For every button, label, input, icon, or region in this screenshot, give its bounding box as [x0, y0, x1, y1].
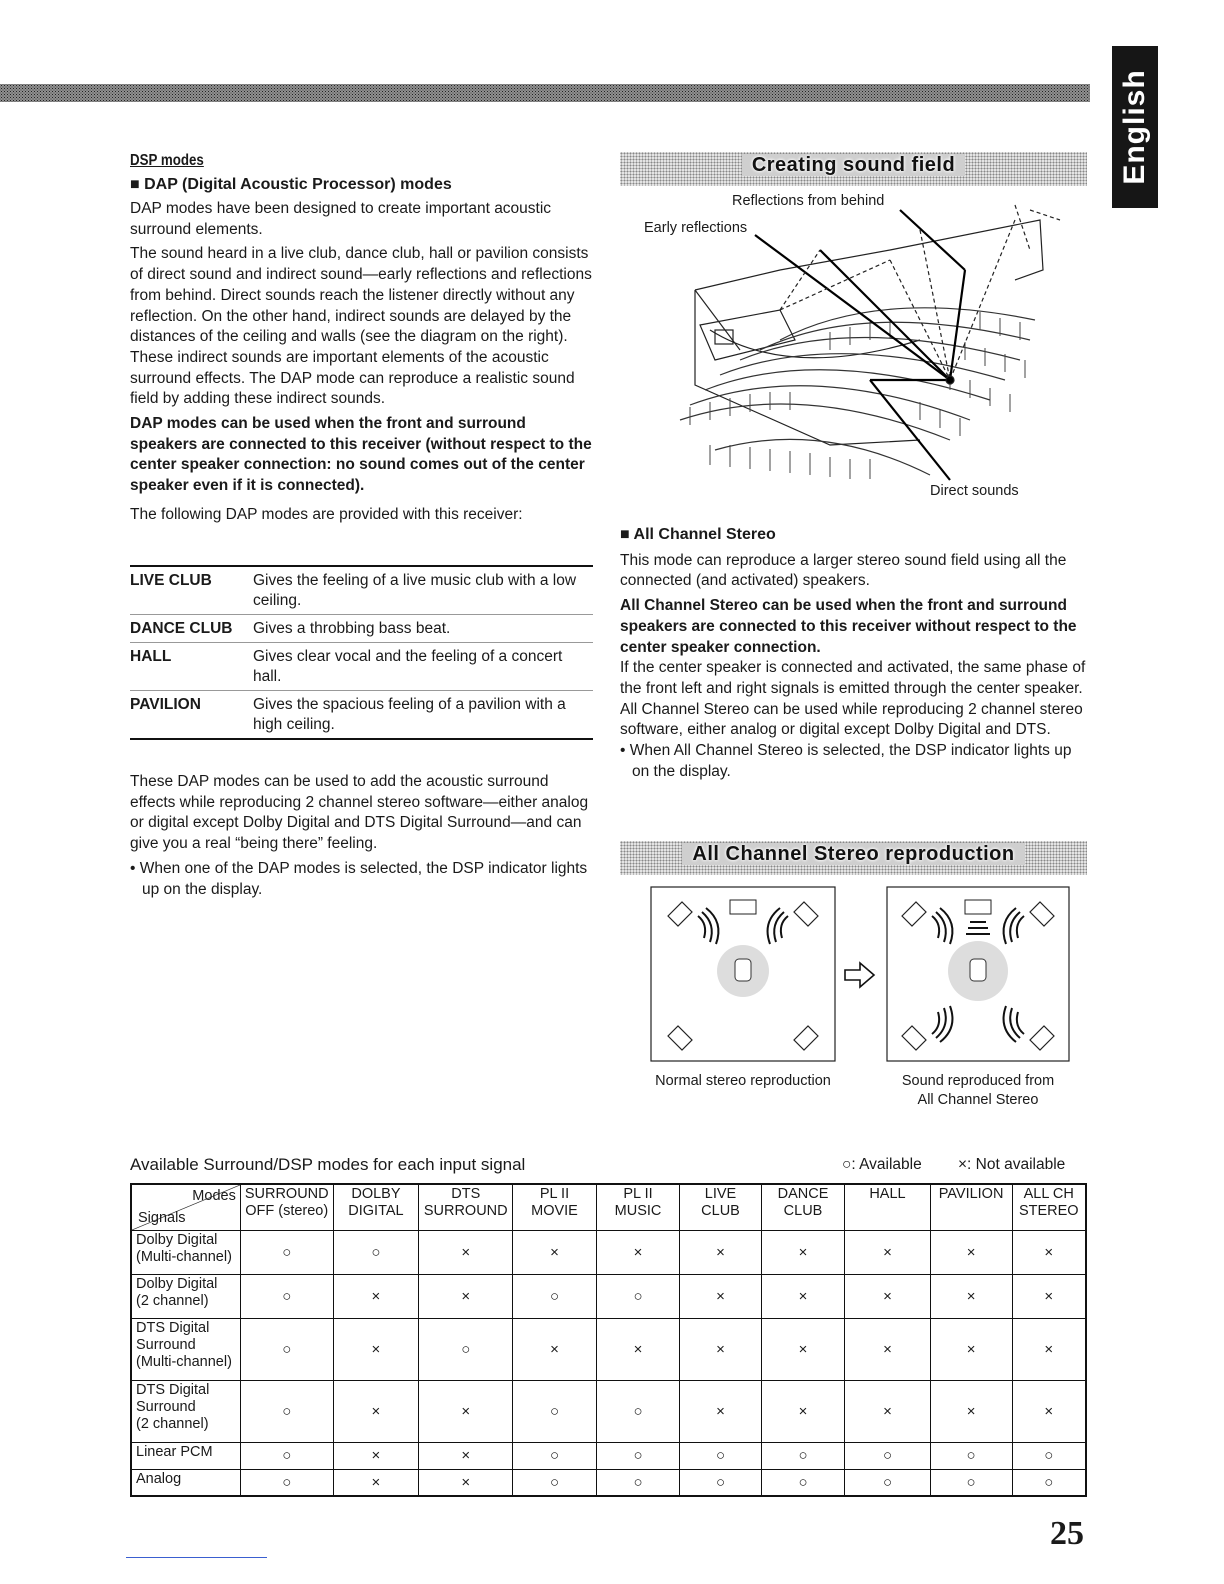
availability-cell: ×: [596, 1318, 680, 1380]
table-row: [131, 1469, 1086, 1496]
column-header: ALL CH STEREO: [1012, 1184, 1086, 1230]
availability-cell: ○: [596, 1274, 680, 1318]
availability-cell: ×: [930, 1274, 1012, 1318]
mode-name: DANCE CLUB: [130, 620, 233, 637]
normal-stereo-diagram: [650, 886, 836, 1062]
label-early-reflections: Early reflections: [644, 220, 748, 236]
table-row: [131, 1442, 1086, 1469]
label-direct-sounds: Direct sounds: [930, 483, 1019, 499]
dap-para-2: The sound heard in a live club, dance club, hall or pavilion consists of direct sound and indirect sound—early reflections and reflections from behind. Direct sounds reach the listener directly without any reflection. On the other hand, indirect sounds are delayed by the distances of the ceiling and walls (see the diagram on the right).: [130, 245, 592, 346]
table-row: [131, 1274, 1086, 1318]
signal-cell: [131, 1274, 240, 1318]
corner-modes: Modes: [192, 1188, 236, 1204]
signal-cell: [131, 1442, 240, 1469]
availability-cell: ×: [513, 1318, 597, 1380]
language-tab: [1112, 46, 1158, 208]
table-row: [131, 1230, 1086, 1274]
mode-row: [130, 643, 593, 691]
column-header: LIVE CLUB: [680, 1184, 761, 1230]
column-header: DOLBY DIGITAL: [333, 1184, 419, 1230]
signal-line: Analog: [136, 1470, 182, 1487]
availability-cell: ○: [1012, 1469, 1086, 1496]
mode-desc: Gives clear vocal and the feeling of a concert hall.: [253, 648, 563, 685]
availability-cell: ○: [240, 1274, 333, 1318]
acs-para-1: This mode can reproduce a larger stereo sound field using all the connected (and activated) speakers.: [620, 551, 1067, 590]
footer-rule: [126, 1557, 267, 1558]
column-header: PL II MOVIE: [513, 1184, 597, 1230]
availability-cell: ×: [333, 1380, 419, 1442]
page-number: 25: [1050, 1515, 1084, 1552]
mode-name: HALL: [130, 648, 172, 665]
dap-para-4: The following DAP modes are provided with this receiver:: [130, 505, 523, 523]
column-header: PAVILION: [930, 1184, 1012, 1230]
caption-normal-stereo: Normal stereo reproduction: [655, 1073, 831, 1089]
section-label: DSP modes: [130, 152, 204, 169]
availability-cell: ×: [845, 1230, 930, 1274]
availability-cell: ×: [419, 1230, 513, 1274]
dap-para-1: DAP modes have been designed to create important acoustic surround elements.: [130, 200, 552, 238]
right-column-text: [620, 525, 1087, 786]
availability-cell: ○: [513, 1274, 597, 1318]
column-header: SURROUND OFF (stereo): [240, 1184, 333, 1230]
availability-cell: ×: [761, 1230, 845, 1274]
availability-cell: ×: [930, 1230, 1012, 1274]
availability-cell: ×: [419, 1274, 513, 1318]
availability-cell: ×: [761, 1380, 845, 1442]
signal-line: DTS Digital: [136, 1381, 210, 1398]
table-body: [131, 1230, 1086, 1496]
availability-cell: ×: [1012, 1274, 1086, 1318]
availability-cell: ×: [1012, 1230, 1086, 1274]
dap-bold-note: DAP modes can be used when the front and surround speakers are connected to this receiver (without respect to the center speaker connection: no sound comes out of the center speaker even if it is connected).: [130, 415, 592, 495]
availability-cell: ○: [596, 1469, 680, 1496]
caption-acs-line2: All Channel Stereo: [917, 1092, 1039, 1108]
acs-para-2: If the center speaker is connected and activated, the same phase of the front left and right signals is emitted through the center speaker.: [620, 659, 1086, 697]
column-header: PL II MUSIC: [596, 1184, 680, 1230]
availability-cell: ×: [596, 1230, 680, 1274]
signal-table-title: Available Surround/DSP modes for each input signal: [130, 1155, 526, 1174]
signal-cell: [131, 1230, 240, 1274]
availability-cell: ×: [845, 1274, 930, 1318]
legend-not-available: ×: Not available: [958, 1156, 1066, 1173]
acs-bold-note: All Channel Stereo can be used when the front and surround speakers are connected to this receiver without respect to the center speaker connection.: [620, 597, 1077, 656]
availability-cell: ○: [240, 1469, 333, 1496]
header-dotted-band: [0, 84, 1090, 102]
label-reflections-behind: Reflections from behind: [732, 193, 885, 209]
repro-heading-bar: [620, 841, 1087, 875]
left-column: [130, 152, 595, 530]
availability-cell: ×: [1012, 1380, 1086, 1442]
signal-line: Dolby Digital: [136, 1275, 218, 1292]
availability-cell: ○: [761, 1442, 845, 1469]
availability-cell: ○: [761, 1469, 845, 1496]
availability-cell: ×: [419, 1442, 513, 1469]
mode-row: [130, 691, 593, 738]
left-bottom-text: [130, 772, 595, 904]
corner-signals: Signals: [138, 1209, 186, 1226]
availability-cell: ○: [333, 1230, 419, 1274]
signal-cell: [131, 1318, 240, 1380]
caption-acs-line1: Sound reproduced from: [901, 1073, 1055, 1089]
signal-cell: [131, 1469, 240, 1496]
availability-cell: ×: [845, 1380, 930, 1442]
sound-field-diagram: [620, 190, 1087, 510]
mode-name: LIVE CLUB: [130, 572, 212, 589]
availability-cell: ×: [333, 1469, 419, 1496]
availability-cell: ○: [240, 1318, 333, 1380]
availability-cell: ×: [930, 1380, 1012, 1442]
signal-line: Linear PCM: [136, 1443, 213, 1460]
dap-para-5: These DAP modes can be used to add the acoustic surround effects while reproducing 2 channel stereo software—either analog or digital except Dolby Digital and DTS Digital Surround—and can give you a real “being there” feeling.: [130, 773, 589, 853]
availability-cell: ○: [240, 1442, 333, 1469]
signal-cell: [131, 1380, 240, 1442]
availability-cell: ×: [333, 1442, 419, 1469]
availability-cell: ×: [761, 1318, 845, 1380]
legend-available: ○: Available: [842, 1156, 922, 1173]
availability-cell: ×: [333, 1318, 419, 1380]
availability-cell: ×: [761, 1274, 845, 1318]
availability-cell: ○: [240, 1380, 333, 1442]
column-header: DTS SURROUND: [419, 1184, 513, 1230]
availability-cell: ○: [930, 1442, 1012, 1469]
availability-cell: ○: [419, 1318, 513, 1380]
mode-name: PAVILION: [130, 696, 201, 713]
availability-cell: ○: [845, 1469, 930, 1496]
availability-cell: ○: [513, 1380, 597, 1442]
signal-line: (Multi-channel): [136, 1353, 232, 1370]
signal-line: (2 channel): [136, 1292, 209, 1309]
sound-field-heading: Creating sound field: [742, 154, 965, 176]
language-tab-label: English: [1118, 69, 1151, 185]
mode-row: [130, 567, 593, 615]
availability-cell: ×: [680, 1274, 761, 1318]
availability-cell: ○: [930, 1469, 1012, 1496]
arrow-right-icon: [842, 960, 878, 990]
dap-modes-table: [130, 565, 593, 740]
availability-cell: ○: [1012, 1442, 1086, 1469]
sound-field-heading-bar: [620, 152, 1087, 186]
corner-cell: [131, 1184, 240, 1230]
signal-line: Surround: [136, 1398, 196, 1415]
availability-cell: ×: [680, 1318, 761, 1380]
column-header: HALL: [845, 1184, 930, 1230]
table-row: [131, 1380, 1086, 1442]
availability-cell: ○: [240, 1230, 333, 1274]
acs-subheading: ■ All Channel Stereo: [620, 526, 776, 543]
availability-cell: ×: [513, 1230, 597, 1274]
availability-cell: ×: [419, 1469, 513, 1496]
dap-para-3: These indirect sounds are important elements of the acoustic surround effects. The DAP mode can reproduce a realistic sound field by adding these indirect sounds.: [130, 348, 575, 408]
signal-line: Surround: [136, 1336, 196, 1353]
mode-desc: Gives a throbbing bass beat.: [253, 620, 451, 637]
signal-line: (Multi-channel): [136, 1248, 232, 1265]
column-header: DANCE CLUB: [761, 1184, 845, 1230]
availability-cell: ○: [680, 1442, 761, 1469]
availability-cell: ○: [596, 1380, 680, 1442]
availability-cell: ×: [419, 1380, 513, 1442]
mode-row: [130, 615, 593, 643]
availability-cell: ○: [845, 1442, 930, 1469]
availability-cell: ×: [930, 1318, 1012, 1380]
signal-modes-table: [130, 1183, 1087, 1497]
availability-cell: ×: [680, 1230, 761, 1274]
signal-line: DTS Digital: [136, 1319, 210, 1336]
dap-bullet: • When one of the DAP modes is selected, the DSP indicator lights up on the display.: [130, 859, 588, 898]
mode-desc: Gives the spacious feeling of a pavilion with a high ceiling.: [253, 696, 566, 733]
signal-line: (2 channel): [136, 1415, 209, 1432]
availability-cell: ○: [513, 1469, 597, 1496]
dap-subheading: ■ DAP (Digital Acoustic Processor) modes: [130, 176, 452, 193]
availability-cell: ×: [680, 1380, 761, 1442]
signal-line: Dolby Digital: [136, 1231, 218, 1248]
acs-para-3: All Channel Stereo can be used while reproducing 2 channel stereo software, either analog or digital except Dolby Digital and DTS.: [620, 700, 1083, 739]
table-header-row: [131, 1184, 1086, 1230]
all-channel-stereo-diagram: [886, 886, 1070, 1062]
availability-cell: ○: [680, 1469, 761, 1496]
availability-cell: ×: [1012, 1318, 1086, 1380]
availability-cell: ○: [513, 1442, 597, 1469]
availability-cell: ×: [845, 1318, 930, 1380]
table-row: [131, 1318, 1086, 1380]
mode-desc: Gives the feeling of a live music club with a low ceiling.: [253, 572, 577, 609]
availability-cell: ○: [596, 1442, 680, 1469]
hall-illustration: [620, 190, 1087, 490]
repro-heading: All Channel Stereo reproduction: [682, 843, 1024, 865]
availability-cell: ×: [333, 1274, 419, 1318]
acs-bullet: • When All Channel Stereo is selected, the DSP indicator lights up on the display.: [620, 742, 1072, 780]
